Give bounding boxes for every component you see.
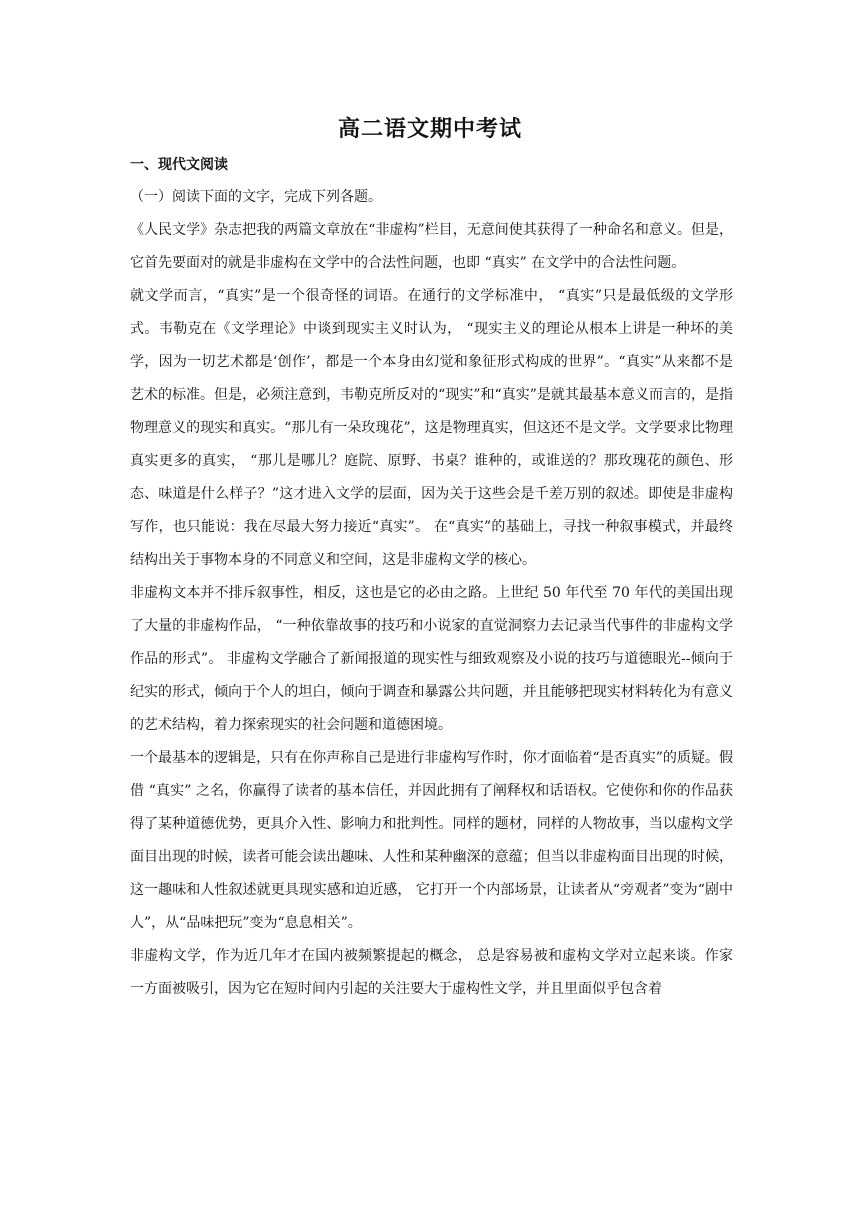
paragraph-5: 非虚构文学，作为近几年才在国内被频繁提起的概念， 总是容易被和虚构文学对立起来谈。作家一方面被吸引，因为它在短时间内引起的关注要大于虚构性文学，并且里面似乎包含着 [130,948,733,997]
paragraph-4: 一个最基本的逻辑是，只有在你声称自己是进行非虚构写作时，你才面临着“是否真实”的质疑。假借 “真实” 之名，你赢得了读者的基本信任，并因此拥有了阐释权和话语权。它使你和你的作品获得了某种道德优势，更具介入性、影响力和批判性。同样的题材，同样的人物故事，当以虚构文学面目出现的时候，读者可能会读出趣味、人性和某种幽深的意蕴；但当以非虚构面目出现的时候， 这一趣味和人性叙述就更具现实感和迫近感， 它打开一个内部场景，让读者从“旁观者”变为“剧中人”，从“品味把玩”变为“息息相关”。 [130,750,733,931]
document-body [130,154,733,1006]
section-heading: 一、现代文阅读 [130,157,228,173]
paragraph-3: 非虚构文本并不排斥叙事性，相反，这也是它的必由之路。上世纪 50 年代至 70 年代的美国出现了大量的非虚构作品， “一种依靠故事的技巧和小说家的直觉洞察力去记录当代事件的非虚构文学作品的形式”。 非虚构文学融合了新闻报道的现实性与细致观察及小说的技巧与道德眼光--倾向于纪实的形式，倾向于个人的坦白，倾向于调查和暴露公共问题，并且能够把现实材料转化为有意义的艺术结构，着力探索现实的社会问题和道德困境。 [130,585,733,733]
page-title: 高二语文期中考试 [337,116,522,142]
paragraph-2: 就文学而言，“真实”是一个很奇怪的词语。在通行的文学标准中， “真实”只是最低级的文学形式。韦勒克在《文学理论》中谈到现实主义时认为， “现实主义的理论从根本上讲是一种坏的美学，因为一切艺术都是‘创作’，都是一个本身由幻觉和象征形式构成的世界”。“真实”从来都不是艺术的标准。但是，必须注意到，韦勒克所反对的“现实”和“真实”是就其最基本意义而言的，是指物理意义的现实和真实。“那儿有一朵玫瑰花”，这是物理真实，但这还不是文学。文学要求比物理真实更多的真实， “那儿是哪儿？庭院、原野、书桌？谁种的，或谁送的？那玫瑰花的颜色、形态、味道是什么样子？”这才进入文学的层面，因为关于这些会是千差万别的叙述。即使是非虚构写作，也只能说：我在尽最大努力接近“真实”。 在“真实”的基础上，寻找一种叙事模式，并最终结构出关于事物本身的不同意义和空间，这是非虚构文学的核心。 [130,288,733,568]
reading-instruction: （一）阅读下面的文字，完成下列各题。 [130,189,382,205]
paragraph-1: 《人民文学》杂志把我的两篇文章放在“非虚构”栏目，无意间使其获得了一种命名和意义。但是，它首先要面对的就是非虚构在文学中的合法性问题，也即 “真实” 在文学中的合法性问题。 [130,222,733,271]
